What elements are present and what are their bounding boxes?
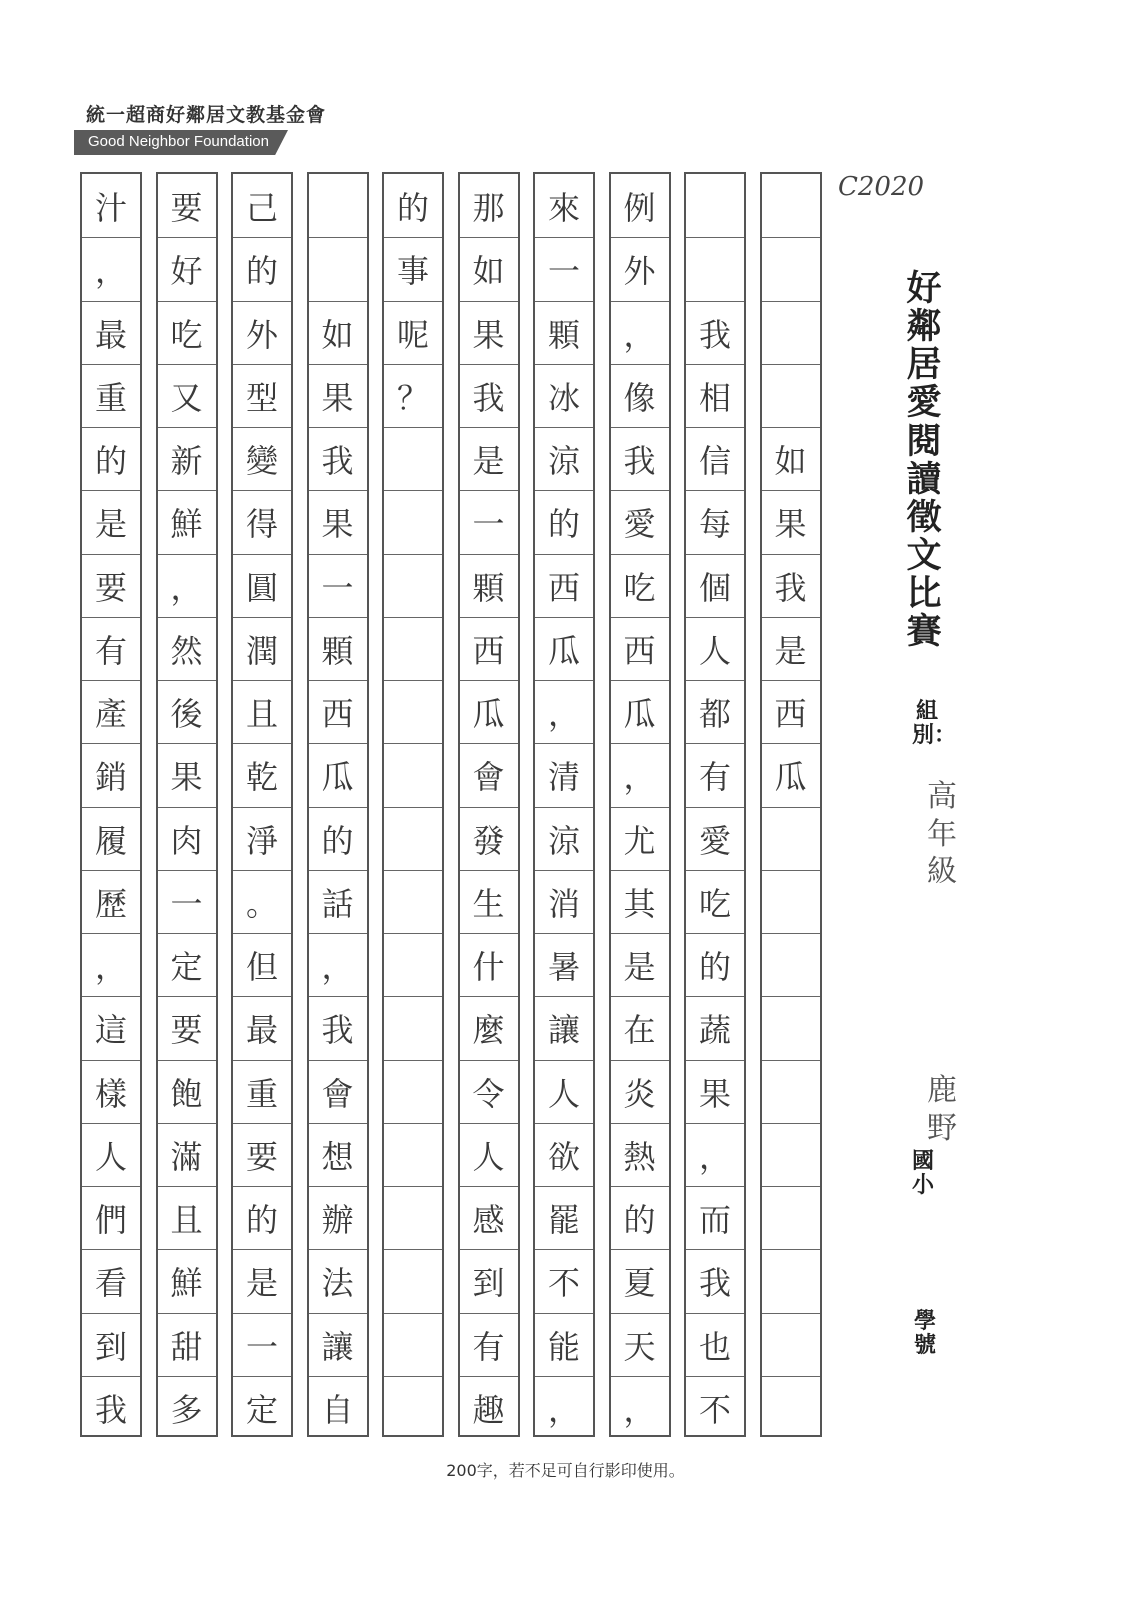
grid-cell: ？ (384, 364, 442, 427)
grid-cell: 後 (158, 680, 216, 743)
grid-cell: 會 (460, 743, 518, 806)
grid-cell (384, 1313, 442, 1376)
grid-cell (384, 870, 442, 933)
grid-cell: 是 (762, 617, 820, 680)
grid-cell: 也 (686, 1313, 744, 1376)
grid-cell: 其 (611, 870, 669, 933)
grid-cell: 要 (158, 996, 216, 1059)
grid-cell (686, 237, 744, 300)
grid-cell (762, 1123, 820, 1186)
grid-cell: 來 (547, 188, 580, 227)
grid-cell: 吃 (158, 301, 216, 364)
grid-cell: 的 (233, 237, 291, 300)
grid-cell: 顆 (460, 554, 518, 617)
grid-cell: 到 (460, 1249, 518, 1312)
grid-cell (309, 174, 367, 237)
foundation-name-en: Good Neighbor Foundation (88, 133, 269, 150)
grid-cell: 感 (460, 1186, 518, 1249)
essay-column (231, 172, 293, 1437)
grid-cell: 銷 (82, 743, 140, 806)
grid-cell (762, 1060, 820, 1123)
grid-cell: 法 (309, 1249, 367, 1312)
grid-cell: 想 (309, 1123, 367, 1186)
grid-cell: 瓜 (535, 617, 593, 680)
essay-column (382, 172, 444, 1437)
grid-cell (384, 554, 442, 617)
grid-cell: 要 (233, 1123, 291, 1186)
grid-cell: 的 (396, 188, 429, 227)
grid-cell: ， (82, 237, 140, 300)
grid-cell: 的 (309, 807, 367, 870)
grid-cell: 夏 (611, 1249, 669, 1312)
grid-cell: 我 (309, 427, 367, 490)
grid-cell: 有 (686, 743, 744, 806)
grid-cell: ， (158, 554, 216, 617)
grid-cell (384, 933, 442, 996)
grid-cell: 型 (233, 364, 291, 427)
grid-cell: 發 (460, 807, 518, 870)
grid-cell: 到 (82, 1313, 140, 1376)
grid-cell: 那 (472, 188, 505, 227)
grid-cell: 愛 (611, 490, 669, 553)
grid-cell: 要 (170, 188, 203, 227)
grid-cell: 果 (686, 1060, 744, 1123)
grid-cell: 果 (762, 490, 820, 553)
grid-cell: 是 (460, 427, 518, 490)
footer-note: 200字，若不足可自行影印使用。 (446, 1461, 685, 1480)
grid-cell: 我 (460, 364, 518, 427)
grid-cell: 吃 (686, 870, 744, 933)
grid-cell: ， (686, 1123, 744, 1186)
grid-cell (384, 1249, 442, 1312)
grid-cell: 清 (535, 743, 593, 806)
grid-cell (384, 996, 442, 1059)
essay-column (156, 172, 218, 1437)
grid-cell (384, 1123, 442, 1186)
grid-cell: 變 (233, 427, 291, 490)
grid-cell: 又 (158, 364, 216, 427)
grid-cell: 乾 (233, 743, 291, 806)
manuscript-grid (80, 172, 835, 1437)
grid-cell: 話 (309, 870, 367, 933)
grid-cell: 且 (158, 1186, 216, 1249)
essay-column (684, 172, 746, 1437)
grid-cell: 蔬 (686, 996, 744, 1059)
grid-cell: 我 (309, 996, 367, 1059)
grid-cell: 鮮 (158, 1249, 216, 1312)
grid-cell: 都 (686, 680, 744, 743)
grid-cell (384, 807, 442, 870)
grid-cell: 西 (460, 617, 518, 680)
grid-cell: 好 (158, 237, 216, 300)
grid-cell: 顆 (309, 617, 367, 680)
grid-cell: 外 (611, 237, 669, 300)
school-name-handwritten: 鹿野 (927, 1073, 957, 1146)
grid-cell: ， (611, 1376, 669, 1439)
grid-cell: 人 (686, 617, 744, 680)
grid-cell: 果 (309, 364, 367, 427)
essay-column (458, 172, 520, 1437)
grid-cell: 什 (460, 933, 518, 996)
grid-cell: ， (535, 680, 593, 743)
grid-cell: ， (611, 301, 669, 364)
grid-cell: 汁 (94, 188, 127, 227)
grid-cell: 麼 (460, 996, 518, 1059)
grid-cell: 瓜 (762, 743, 820, 806)
grid-cell (384, 743, 442, 806)
grid-cell (762, 174, 820, 237)
grid-cell: 顆 (535, 301, 593, 364)
grid-cell: 看 (82, 1249, 140, 1312)
grid-cell: 歷 (82, 870, 140, 933)
grid-cell: 己 (245, 188, 278, 227)
grid-cell: 滿 (158, 1123, 216, 1186)
grid-cell: 西 (535, 554, 593, 617)
grid-cell: 如 (309, 301, 367, 364)
grid-cell: 一 (158, 870, 216, 933)
grid-cell: 我 (686, 1249, 744, 1312)
grid-cell: 淨 (233, 807, 291, 870)
grid-cell: 我 (686, 301, 744, 364)
grid-cell: 定 (233, 1376, 291, 1439)
serial-number: C2020 (838, 172, 925, 202)
grid-cell: 令 (460, 1060, 518, 1123)
grid-cell: ， (535, 1376, 593, 1439)
grid-cell: 得 (233, 490, 291, 553)
essay-column (609, 172, 671, 1437)
grid-cell: 個 (686, 554, 744, 617)
grid-cell: 是 (82, 490, 140, 553)
grid-cell (384, 1376, 442, 1439)
grid-cell: 履 (82, 807, 140, 870)
grid-cell: 西 (762, 680, 820, 743)
grid-cell: 定 (158, 933, 216, 996)
grid-cell: 最 (82, 301, 140, 364)
grid-cell: 趣 (460, 1376, 518, 1439)
grid-cell: 在 (611, 996, 669, 1059)
grid-cell: 每 (686, 490, 744, 553)
foundation-name-cn: 統一超商好鄰居文教基金會 (86, 104, 327, 126)
grid-cell: 生 (460, 870, 518, 933)
grid-cell: ， (309, 933, 367, 996)
grid-cell: 我 (611, 427, 669, 490)
grid-cell (762, 301, 820, 364)
grid-cell: 一 (460, 490, 518, 553)
grid-cell: 瓜 (460, 680, 518, 743)
grid-cell (384, 1186, 442, 1249)
grid-cell: 事 (384, 237, 442, 300)
grid-cell: 相 (686, 364, 744, 427)
contest-title: 好鄰居愛閱讀徵文比賽 (906, 269, 942, 653)
grid-cell: 熱 (611, 1123, 669, 1186)
grid-cell (762, 1313, 820, 1376)
grid-cell: 的 (233, 1186, 291, 1249)
essay-column (760, 172, 822, 1437)
grid-cell: 尤 (611, 807, 669, 870)
grid-cell: 是 (611, 933, 669, 996)
grid-cell: 例 (623, 188, 656, 227)
grid-cell: 有 (82, 617, 140, 680)
grid-cell (686, 174, 744, 237)
grid-cell: 但 (233, 933, 291, 996)
grid-cell: 瓜 (309, 743, 367, 806)
grid-cell: 一 (535, 237, 593, 300)
student-id-label: 學號 (913, 1309, 936, 1359)
grid-cell: 要 (82, 554, 140, 617)
grid-cell: 。 (233, 870, 291, 933)
grid-cell: 重 (233, 1060, 291, 1123)
grid-cell: 愛 (686, 807, 744, 870)
grid-cell: 涼 (535, 427, 593, 490)
grid-cell (384, 427, 442, 490)
grid-cell: 肉 (158, 807, 216, 870)
grid-cell: 新 (158, 427, 216, 490)
grid-cell: 是 (233, 1249, 291, 1312)
grid-cell: 產 (82, 680, 140, 743)
grid-cell: 罷 (535, 1186, 593, 1249)
grid-cell: 且 (233, 680, 291, 743)
grid-cell (384, 1060, 442, 1123)
grid-cell: 外 (233, 301, 291, 364)
grid-cell (762, 870, 820, 933)
grid-cell: 然 (158, 617, 216, 680)
grid-cell: 圓 (233, 554, 291, 617)
grid-cell: 果 (460, 301, 518, 364)
grid-cell: 吃 (611, 554, 669, 617)
grid-cell: 信 (686, 427, 744, 490)
grid-cell: 的 (686, 933, 744, 996)
grid-cell: 瓜 (611, 680, 669, 743)
grid-cell: 暑 (535, 933, 593, 996)
grid-cell (762, 807, 820, 870)
grid-cell: 的 (535, 490, 593, 553)
grid-cell (762, 1249, 820, 1312)
grid-cell: 的 (611, 1186, 669, 1249)
grid-cell (384, 490, 442, 553)
essay-column (80, 172, 142, 1437)
grid-cell: 的 (82, 427, 140, 490)
essay-column (307, 172, 369, 1437)
grid-cell: 樣 (82, 1060, 140, 1123)
grid-cell: 辦 (309, 1186, 367, 1249)
grid-cell: 讓 (309, 1313, 367, 1376)
grid-cell: 我 (82, 1376, 140, 1439)
grid-cell: 我 (762, 554, 820, 617)
group-label: 組別： (912, 699, 957, 749)
grid-cell (762, 933, 820, 996)
grid-cell: 們 (82, 1186, 140, 1249)
grid-cell: 欲 (535, 1123, 593, 1186)
grid-cell: 重 (82, 364, 140, 427)
grid-cell: 涼 (535, 807, 593, 870)
grid-cell: 這 (82, 996, 140, 1059)
grid-cell: 果 (158, 743, 216, 806)
grid-cell: 如 (460, 237, 518, 300)
group-value: 高年級 (927, 779, 957, 889)
grid-cell (309, 237, 367, 300)
grid-cell: 不 (535, 1249, 593, 1312)
grid-cell: 最 (233, 996, 291, 1059)
grid-cell: 潤 (233, 617, 291, 680)
grid-cell (762, 1376, 820, 1439)
grid-cell: 像 (611, 364, 669, 427)
grid-cell: 天 (611, 1313, 669, 1376)
grid-cell: 能 (535, 1313, 593, 1376)
school-suffix: 國小 (911, 1149, 934, 1199)
grid-cell: 炎 (611, 1060, 669, 1123)
grid-cell: 呢 (384, 301, 442, 364)
grid-cell (384, 617, 442, 680)
grid-cell: 不 (686, 1376, 744, 1439)
grid-cell: 人 (460, 1123, 518, 1186)
grid-cell: 飽 (158, 1060, 216, 1123)
grid-cell: 人 (535, 1060, 593, 1123)
grid-cell: 鮮 (158, 490, 216, 553)
grid-cell: 讓 (535, 996, 593, 1059)
grid-cell (762, 996, 820, 1059)
grid-cell: 果 (309, 490, 367, 553)
grid-cell: 有 (460, 1313, 518, 1376)
grid-cell (384, 680, 442, 743)
grid-cell: 消 (535, 870, 593, 933)
grid-cell: 西 (611, 617, 669, 680)
grid-cell: 人 (82, 1123, 140, 1186)
grid-cell: 冰 (535, 364, 593, 427)
grid-cell: 一 (233, 1313, 291, 1376)
grid-cell (762, 364, 820, 427)
essay-column (533, 172, 595, 1437)
grid-cell: 一 (309, 554, 367, 617)
grid-cell: 會 (309, 1060, 367, 1123)
grid-cell: 而 (686, 1186, 744, 1249)
grid-cell: 自 (309, 1376, 367, 1439)
grid-cell: ， (82, 933, 140, 996)
grid-cell: 如 (762, 427, 820, 490)
grid-cell (762, 1186, 820, 1249)
grid-cell: 多 (158, 1376, 216, 1439)
grid-cell: ， (611, 743, 669, 806)
grid-cell (762, 237, 820, 300)
grid-cell: 西 (309, 680, 367, 743)
grid-cell: 甜 (158, 1313, 216, 1376)
